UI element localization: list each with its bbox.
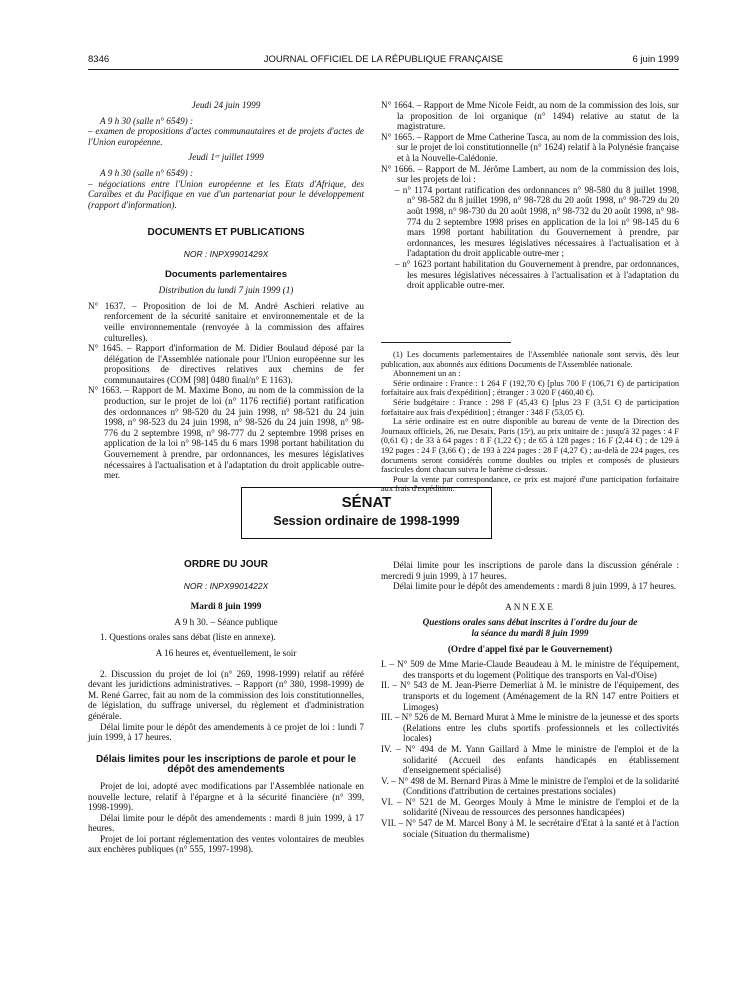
delais-title: Délais limites pour les inscriptions de parole et pour le dépôt des amendements (95, 753, 357, 776)
subsection-title: Documents parlementaires (165, 268, 287, 280)
footnote-text: Série ordinaire : France : 1 264 F (192,70 €) [plus 700 F (106,71 €) de participation forfaitaire aux frais d'expédition] ; étranger : 3 020 F (460,40 €). (381, 378, 679, 398)
question-item: V. – N° 498 de M. Bernard Piras à Mme le ministre de l'emploi et de la solidarité (Conditions d'attribution de certaines prestations sociales) (381, 775, 679, 797)
right-column-bottom (381, 560, 679, 839)
agenda-item: 1. Questions orales sans débat (liste en annexe). (100, 632, 276, 643)
question-item: VII. – N° 547 de M. Marcel Bony à M. le secrétaire d'Etat à la santé et à l'action sociale (Situation du thermalisme) (381, 818, 679, 839)
nor-reference: NOR : INPX9901429X (183, 248, 269, 259)
distribution-line: Distribution du lundi 7 juin 1999 (1) (158, 285, 294, 296)
senat-session: Session ordinaire de 1998-1999 (273, 514, 460, 528)
question-item: I. – N° 509 de Mme Marie-Claude Beaudeau à M. le ministre de l'équipement, des transports et du logement (Politique des transports en Val-d'Oise) (381, 659, 679, 680)
page-number: 8346 (88, 54, 110, 65)
document-item: N° 1665. – Rapport de Mme Catherine Tasca, au nom de la commission des lois, sur le projet de loi constitutionnelle (n° 1624) relatif à la Polynésie française et à la Nouvelle-Calédonie. (381, 131, 679, 163)
document-item: N° 1666. – Rapport de M. Jérôme Lambert, au nom de la commission des lois, sur les projets de loi : (381, 163, 679, 185)
footnote-text: La série ordinaire est en outre disponible au bureau de vente de la Direction des Journaux officiels, 26, rue Desaix, Paris (15ᵉ), au prix unitaire de : jusqu'à 32 pages : 4 F (0,61 €) ; de 33 à 64 pages : 8 F (1,22 €) ; de 65 à 128 pages : 16 F (2,44 €) ; de 129 à 192 pages : 24 F (3,66 €) ; de 193 à 224 pages : 28 F (4,27 €) ; au-delà de 224 pages, ces documents seront considérés comme doubles ou triples et composés de plusieurs fascicules dont chacun suivra le barème ci-dessus. (381, 417, 679, 475)
agenda-item: – négociations entre l'Union européenne et les Etats d'Afrique, des Caraïbes et du Pacifique en vue d'un partenariat pour le développement (rapport d'information). (88, 178, 364, 210)
header-rule (88, 69, 679, 70)
date-heading: Jeudi 1ᵉʳ juillet 1999 (188, 152, 264, 163)
ordre-title: ORDRE DU JOUR (184, 559, 268, 570)
senat-title: SÉNAT (341, 494, 392, 511)
time-line: A 9 h 30 (salle n° 6549) : (100, 115, 194, 126)
question-item: II. – N° 543 de M. Jean-Pierre Demerliat à M. le ministre de l'équipement, des transports et du logement (Aménagement de la RN 147 entre Poitiers et Limoges) (381, 680, 679, 712)
document-item: N° 1663. – Rapport de M. Maxime Bono, au nom de la commission de la production, sur le projet de loi (n° 1176 rectifié) portant ratification des ordonnances n° 98-520 du 24 juin 1998, n° 98-521 du 24 juin 1998, n° 98-523 du 24 juin 1998, n° 98-526 du 24 juin 1998, n° 98-776 du 2 septembre 1998, n° 98-777 du 2 septembre 1998 prises en application de la loi n° 98-145 du 6 mars 1998 portant habilitation du Gouvernement à prendre, par ordonnances, les mesures législatives nécessaires à l'actualisation et à l'adaptation du droit applicable outre-mer. (88, 385, 364, 481)
document-item: N° 1645. – Rapport d'information de M. Didier Boulaud déposé par la délégation de l'Assemblée nationale pour l'Union européenne sur les propositions de directives relatives aux chemins de fer communautaires (COM [98] 0480 final/n° E 1163). (88, 343, 364, 385)
session-time: A 16 heures et, éventuellement, le soir (155, 647, 297, 658)
right-column-top (381, 100, 679, 291)
delais-text: Délai limite pour les inscriptions de parole dans la discussion générale : mercredi 9 juin 1999, à 17 heures. (381, 560, 679, 581)
senat-banner (241, 487, 492, 539)
delais-text: Délai limite pour le dépôt des amendements : mardi 8 juin 1999, à 17 heures. (88, 812, 364, 834)
footnote-text: Série budgétaire : France : 298 F (45,43 €) [plus 23 F (3,51 €) de participation forfaitaire aux frais d'expédition] ; étranger : 348 F (53,05 €). (381, 397, 679, 417)
delais-text: Délai limite pour le dépôt des amendements : mardi 8 juin 1999, à 17 heures. (393, 581, 677, 592)
date-heading: Jeudi 24 juin 1999 (191, 100, 261, 110)
left-column-bottom (88, 560, 364, 855)
session-day: Mardi 8 juin 1999 (190, 601, 262, 612)
footnote-text: (1) Les documents parlementaires de l'Assemblée nationale sont servis, dès leur publication, aux abonnés aux éditions Documents de l'Assemblée nationale. (381, 350, 679, 369)
page-date: 6 juin 1999 (632, 54, 679, 65)
nor-reference: NOR : INPX9901422X (183, 580, 269, 591)
annexe-order: (Ordre d'appel fixé par le Gouvernement) (447, 643, 613, 654)
time-line: A 9 h 30 (salle n° 6549) : (100, 167, 194, 178)
question-item: IV. – N° 494 de M. Yann Gaillard à Mme le ministre de l'emploi et de la solidarité (Accueil des enfants handicapés en établissement d'enseignement spécialisé) (381, 743, 679, 776)
question-item: VI. – N° 521 de M. Georges Mouly à Mme le ministre de l'emploi et de la solidarité (Niveau de ressources des personnes handicapées) (381, 796, 679, 818)
document-subitem: – n° 1623 portant habilitation du Gouvernement à prendre, par ordonnances, les mesures législatives nécessaires à l'actualisation et à l'adaptation du droit applicable outre-mer. (395, 258, 679, 291)
annexe-title: ANNEXE (505, 601, 555, 612)
footnote-text: Abonnement un an : (393, 369, 461, 379)
session-time: A 9 h 30. – Séance publique (174, 616, 278, 627)
delais-text: Projet de loi, adopté avec modifications par l'Assemblée nationale en nouvelle lecture, relatif à l'épargne et à la sécurité financière (n° 399, 1998-1999). (88, 780, 364, 813)
amendment-delay: Délai limite pour le dépôt des amendements à ce projet de loi : lundi 7 juin 1999, à 17 heures. (88, 721, 364, 743)
question-item: III. – N° 526 de M. Bernard Murat à Mme le ministre de la jeunesse et des sports (Relations entre les clubs sportifs professionnels et les collectivités locales) (381, 712, 679, 744)
footnote-text: Pour la vente par correspondance, ce prix est majoré d'une participation forfaitaire aux frais d'expédition. (381, 474, 679, 494)
journal-title: JOURNAL OFFICIEL DE LA RÉPUBLIQUE FRANÇAISE (263, 54, 504, 65)
document-item: N° 1637. – Proposition de loi de M. André Aschieri relative au renforcement de la sécurité sanitaire et environnementale et de la veille environnementale (renvoyée à la commission des affaires culturelles). (88, 300, 364, 343)
footnote-rule (381, 342, 511, 343)
agenda-item: – examen de propositions d'actes communautaires et de projets d'actes de l'Union européenne. (88, 126, 364, 147)
agenda-item: 2. Discussion du projet de loi (n° 269, 1998-1999) relatif au référé devant les juridictions administratives. – Rapport (n° 380, 1998-1999) de M. René Garrec, fait au nom de la commission des lois constitutionnelles, de législation, du suffrage universel, du règlement et d'administration générale. (88, 668, 364, 721)
section-title: DOCUMENTS ET PUBLICATIONS (147, 227, 305, 239)
document-subitem: – n° 1174 portant ratification des ordonnances n° 98-580 du 8 juillet 1998, n° 98-582 du 8 juillet 1998, n° 98-728 du 20 août 1998, n° 98-729 du 20 août 1998, n° 98-730 du 20 août 1998, n° 98-732 du 20 août 1998, n° 98-774 du 2 septembre 1998 prises en application de la loi n° 98-145 du 6 mars 1998 portant habilitation du Gouvernement à prendre, par ordonnances, les mesures législatives nécessaires à l'actualisation et à l'adaptation du droit applicable outre-mer ; (395, 184, 679, 259)
left-column-top (88, 100, 364, 481)
annexe-subtitle: Questions orales sans débat inscrites à l'ordre du jour de la séance du mardi 8 juin 1999 (422, 617, 638, 638)
delais-text: Projet de loi portant réglementation des ventes volontaires de meubles aux enchères publiques (n° 555, 1997-1998). (88, 833, 364, 855)
footnote (381, 350, 679, 494)
document-item: N° 1664. – Rapport de Mme Nicole Feidt, au nom de la commission des lois, sur la proposition de loi organique (n° 1494) relative au statut de la magistrature. (381, 100, 679, 132)
